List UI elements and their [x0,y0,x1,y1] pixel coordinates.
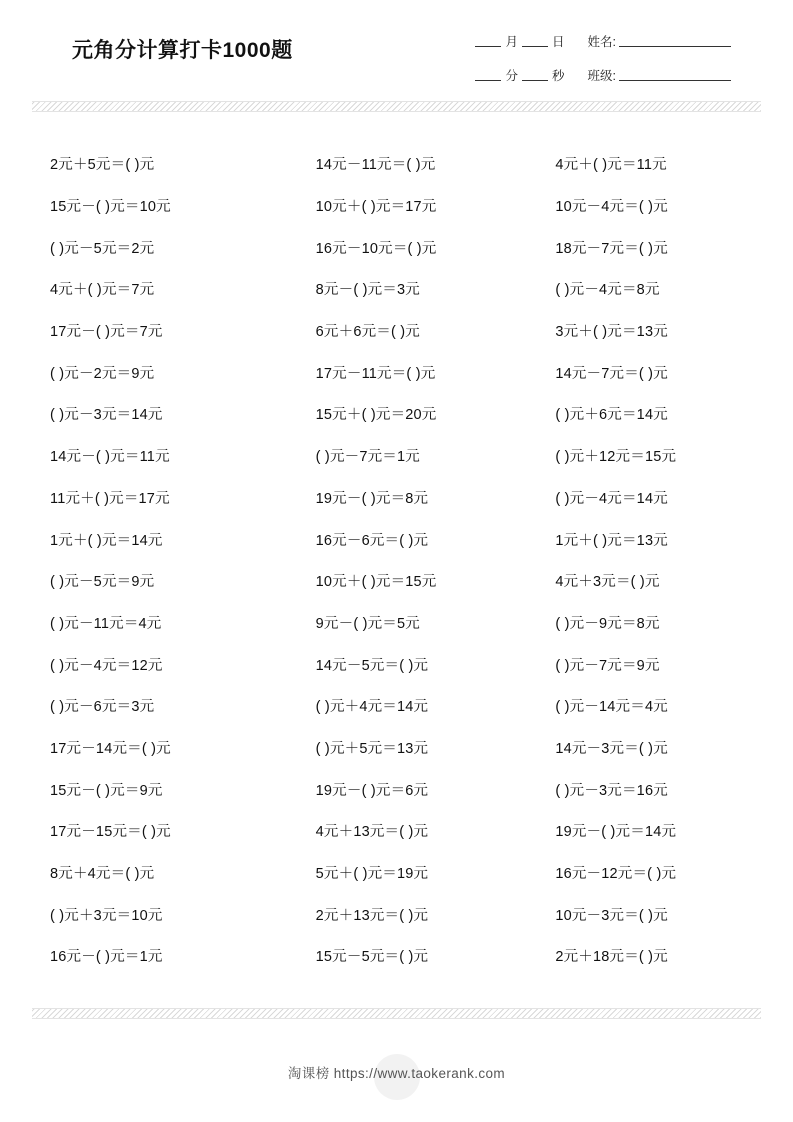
divider-top [32,101,761,112]
name-label: 姓名: [587,35,616,49]
problem-item: 2元＋5元＝( )元 [50,157,155,174]
day-blank[interactable] [522,35,548,47]
problem-item: ( )元＋5元＝13元 [315,740,429,757]
problem-item: ( )元－3元＝14元 [50,407,163,424]
problem-item: 18元－7元＝( )元 [555,240,668,257]
divider-bottom [32,1008,761,1019]
problem-item: 10元＋( )元＝15元 [315,574,437,591]
problem-item: 16元－6元＝( )元 [315,532,429,549]
minute-label: 分 [505,69,518,83]
minute-blank[interactable] [475,69,501,81]
problem-item: 19元－( )元＝14元 [555,824,677,841]
problem-item: ( )元－4元＝8元 [555,282,660,299]
second-blank[interactable] [522,69,548,81]
problem-item: 1元＋( )元＝13元 [555,532,668,549]
problem-item: 17元－11元＝( )元 [315,365,436,382]
problem-item: ( )元－14元＝4元 [555,699,668,716]
problem-item: 14元－3元＝( )元 [555,740,668,757]
problem-item: 4元＋13元＝( )元 [315,824,429,841]
problem-item: 5元＋( )元＝19元 [315,866,429,883]
problem-item: 16元－10元＝( )元 [315,240,437,257]
problem-item: ( )元－5元＝2元 [50,240,155,257]
problem-item: 17元－15元＝( )元 [50,824,171,841]
problem-item: ( )元－7元＝1元 [315,449,420,466]
page-header [0,0,793,100]
problem-item: 17元－14元＝( )元 [50,740,171,757]
problem-item: ( )元－3元＝16元 [555,782,668,799]
problem-item: ( )元＋4元＝14元 [315,699,429,716]
problem-item: 15元－5元＝( )元 [315,949,429,966]
problem-item: 4元＋( )元＝11元 [555,157,667,174]
day-label: 日 [552,35,565,49]
problem-item: 19元－( )元＝6元 [315,782,429,799]
problem-item: ( )元－4元＝12元 [50,657,163,674]
problem-item: 4元＋3元＝( )元 [555,574,660,591]
problem-item: 14元－11元＝( )元 [315,157,436,174]
class-label: 班级: [587,69,616,83]
problem-item: 2元＋18元＝( )元 [555,949,668,966]
problem-grid [40,143,753,977]
problem-item: 1元＋( )元＝14元 [50,532,163,549]
problem-item: 11元＋( )元＝17元 [50,490,170,507]
problem-item: 14元－5元＝( )元 [315,657,429,674]
month-label: 月 [505,35,518,49]
problem-item: 9元－( )元＝5元 [315,615,420,632]
problem-item: ( )元＋12元＝15元 [555,449,677,466]
problem-item: 15元－( )元＝10元 [50,199,171,216]
problem-item: 14元－7元＝( )元 [555,365,668,382]
problem-item: 17元－( )元＝7元 [50,324,163,341]
problem-item: 19元－( )元＝8元 [315,490,429,507]
problem-item: ( )元－11元＝4元 [50,615,162,632]
problem-item: 16元－12元＝( )元 [555,866,677,883]
problem-item: 10元－4元＝( )元 [555,199,668,216]
name-blank[interactable] [619,35,731,47]
problem-item: ( )元－6元＝3元 [50,699,155,716]
problem-item: ( )元＋3元＝10元 [50,907,163,924]
problem-item: 10元－3元＝( )元 [555,907,668,924]
date-row [472,32,731,50]
header-meta [472,32,731,100]
problem-item: 6元＋6元＝( )元 [315,324,420,341]
problem-item: ( )元－7元＝9元 [555,657,660,674]
month-blank[interactable] [475,35,501,47]
problem-item: 14元－( )元＝11元 [50,449,170,466]
problem-item: ( )元－5元＝9元 [50,574,155,591]
second-label: 秒 [552,69,565,83]
problem-item: ( )元＋6元＝14元 [555,407,668,424]
page-title: 元角分计算打卡1000题 [72,39,293,62]
footer-text: 淘课榜 https://www.taokerank.com [287,1066,506,1081]
problem-item: ( )元－2元＝9元 [50,365,155,382]
problem-item: 15元－( )元＝9元 [50,782,163,799]
problem-item: 15元＋( )元＝20元 [315,407,437,424]
problem-item: 4元＋( )元＝7元 [50,282,155,299]
problem-item: 10元＋( )元＝17元 [315,199,437,216]
problem-item: 8元－( )元＝3元 [315,282,420,299]
time-row [472,66,731,84]
problem-item: ( )元－9元＝8元 [555,615,660,632]
problem-item: 3元＋( )元＝13元 [555,324,668,341]
class-blank[interactable] [619,69,731,81]
problem-item: 2元＋13元＝( )元 [315,907,429,924]
problem-item: 16元－( )元＝1元 [50,949,163,966]
problem-item: 8元＋4元＝( )元 [50,866,155,883]
problem-item: ( )元－4元＝14元 [555,490,668,507]
